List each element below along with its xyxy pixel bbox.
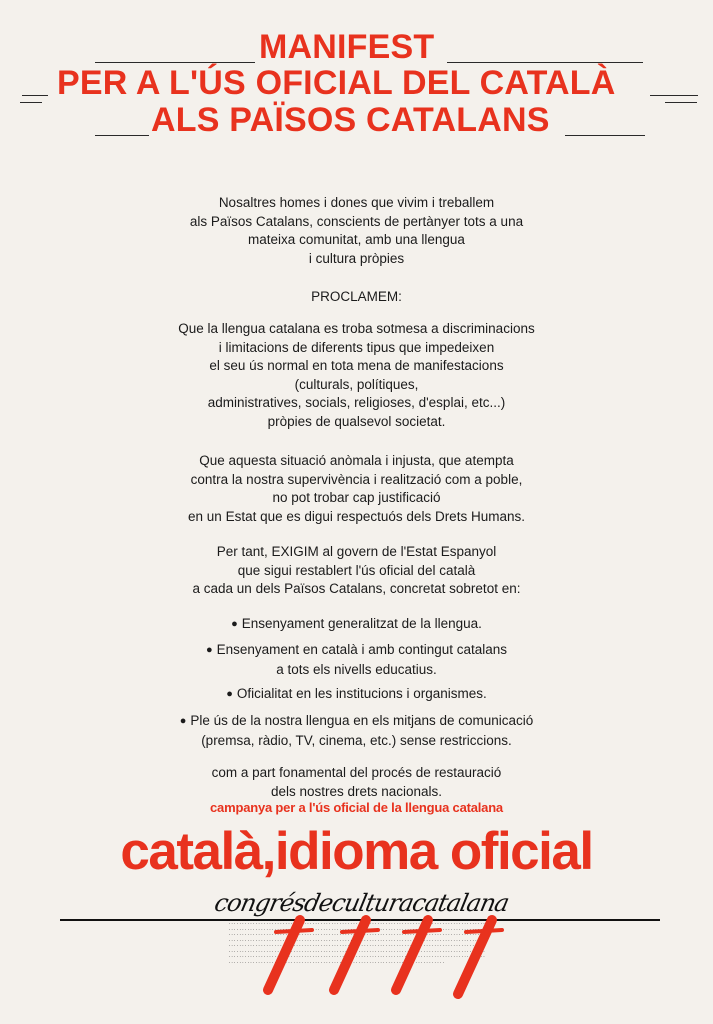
- intro-line: i cultura pròpies: [308, 250, 405, 266]
- intro-line: als Països Catalans, conscients de pertànyer tots a una: [189, 213, 524, 229]
- paragraph-line: i limitacions de diferents tipus que impedeixen: [218, 339, 495, 355]
- title-line-3: ALS PAÏSOS CATALANS: [151, 101, 550, 139]
- paragraph-line: el seu ús normal en tota mena de manifestacions: [209, 358, 504, 373]
- paragraph-line: dels nostres drets nacionals.: [270, 783, 443, 799]
- bullet-line: ● Ple ús de la nostra llengua en els mitjans de comunicació: [0, 712, 713, 732]
- paragraph-line: com a part fonamental del procés de restauració: [211, 765, 502, 780]
- intro-line: mateixa comunitat, amb una llengua: [248, 232, 465, 247]
- bullet-line: a tots els nivells educatius.: [276, 661, 437, 677]
- congres-logo-text: congrésdeculturacatalana: [212, 889, 512, 917]
- title-line-2: PER A L'ÚS OFICIAL DEL CATALÀ: [57, 64, 616, 102]
- paragraph-line: en un Estat que es digui respectuós dels Drets Humans.: [188, 508, 525, 524]
- bullet-line: ● Ensenyament generalitzat de la llengua.: [0, 615, 713, 635]
- paragraph-line: pròpies de qualsevol societat.: [267, 413, 446, 429]
- paragraph-line: Que aquesta situació anòmala i injusta, que atempta: [199, 453, 514, 468]
- paragraph-line: no pot trobar cap justificació: [272, 490, 441, 505]
- paragraph-line: (culturals, polítiques,: [294, 376, 419, 392]
- bullet-line: (premsa, ràdio, TV, cinema, etc.) sense restriccions.: [201, 732, 512, 748]
- paragraph-line: a cada un dels Països Catalans, concretat sobretot en:: [192, 581, 521, 596]
- paragraph-line: que sigui restablert l'ús oficial del català: [237, 562, 476, 578]
- intro-line: Nosaltres homes i dones que vivim i treballem: [218, 195, 495, 210]
- proclamem-heading: PROCLAMEM:: [311, 289, 402, 304]
- bullet-line: ● Oficialitat en les institucions i organismes.: [0, 685, 713, 705]
- newsprint-texture: ·········································································································································································································································································································································································································································································································································································································································································································································································: [228, 922, 486, 966]
- bullet-line: ● Ensenyament en català i amb contingut catalans: [0, 641, 713, 661]
- paragraph-line: contra la nostra supervivència i realització com a poble,: [190, 471, 523, 487]
- campaign-text: campanya per a l'ús oficial de la llengua catalana: [210, 800, 503, 815]
- slogan-text: català,idioma oficial: [120, 822, 593, 881]
- paragraph-line: administratives, socials, religioses, d'esplai, etc...): [207, 395, 506, 410]
- paragraph-line: Que la llengua catalana es troba sotmesa a discriminacions: [178, 321, 535, 336]
- title-line-1: MANIFEST: [259, 28, 435, 66]
- paragraph-line: Per tant, EXIGIM al govern de l'Estat Espanyol: [216, 544, 497, 559]
